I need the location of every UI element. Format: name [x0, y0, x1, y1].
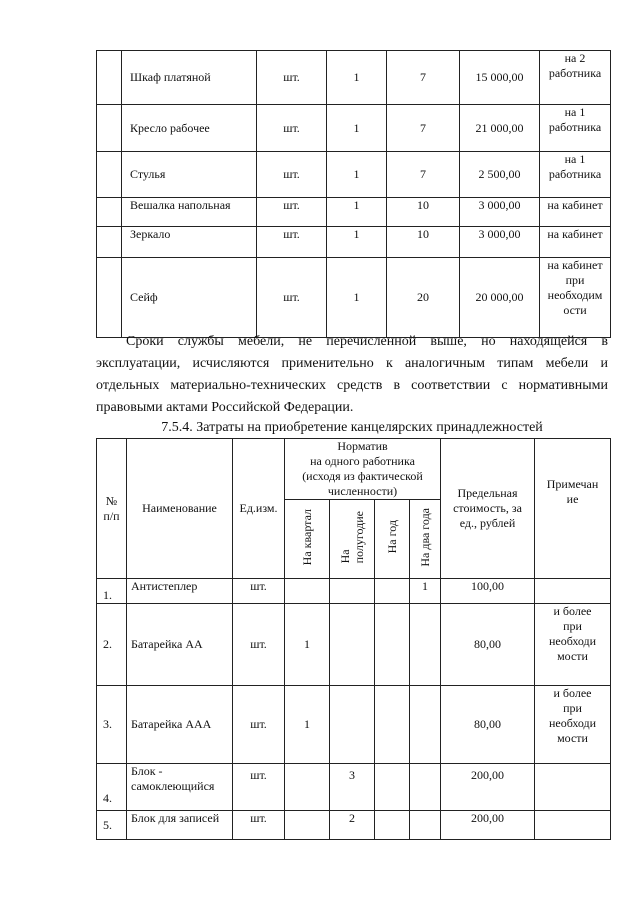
item-years: 7 [387, 152, 460, 198]
item-note: на 1 работника [540, 152, 611, 198]
item-note: на кабинет [540, 227, 611, 258]
item-unit: шт. [257, 198, 327, 227]
row-num: 3. [97, 686, 127, 764]
row-name: Батарейка ААА [127, 686, 233, 764]
item-qty: 1 [327, 258, 387, 338]
row-quarter: 1 [285, 604, 330, 686]
header-halfyear: На полугодие [330, 500, 375, 579]
item-unit: шт. [257, 51, 327, 105]
item-years: 7 [387, 105, 460, 152]
header-name: Наименование [127, 439, 233, 579]
row-note: и более при необходи мости [535, 604, 611, 686]
furniture-table-body [97, 51, 611, 338]
table-row [97, 764, 611, 811]
row-note [535, 764, 611, 811]
row-year [375, 764, 410, 811]
header-note: Примечан ие [535, 439, 611, 579]
row-note [535, 579, 611, 604]
row-name: Блок - самоклеющийся [127, 764, 233, 811]
table-row [97, 152, 611, 198]
table-row [97, 227, 611, 258]
row-quarter [285, 579, 330, 604]
row-halfyear [330, 686, 375, 764]
row-halfyear: 2 [330, 811, 375, 840]
header-num: № п/п [97, 439, 127, 579]
row-note: и более при необходи мости [535, 686, 611, 764]
row-name: Батарейка АА [127, 604, 233, 686]
row-price: 200,00 [441, 764, 535, 811]
item-name: Зеркало [122, 227, 257, 258]
row-num: 4. [97, 764, 127, 811]
item-qty: 1 [327, 105, 387, 152]
row-twoyears [410, 811, 441, 840]
table-row [97, 604, 611, 686]
item-note: на 2 работника [540, 51, 611, 105]
table-row [97, 811, 611, 840]
row-unit: шт. [233, 686, 285, 764]
stationery-table [96, 438, 611, 840]
row-num: 5. [97, 811, 127, 840]
row-unit: шт. [233, 811, 285, 840]
row-name: Антистеплер [127, 579, 233, 604]
row-twoyears [410, 686, 441, 764]
row-year [375, 811, 410, 840]
row-unit: шт. [233, 604, 285, 686]
item-note: на кабинет [540, 198, 611, 227]
item-note: на 1 работника [540, 105, 611, 152]
row-note [535, 811, 611, 840]
row-name: Блок для записей [127, 811, 233, 840]
row-quarter [285, 811, 330, 840]
row-quarter: 1 [285, 686, 330, 764]
item-years: 20 [387, 258, 460, 338]
item-name: Шкаф платяной [122, 51, 257, 105]
header-norm-group: Норматив на одного работника (исходя из фактической численности) [285, 439, 441, 500]
item-qty: 1 [327, 51, 387, 105]
table-row [97, 686, 611, 764]
table-row [97, 258, 611, 338]
item-name: Кресло рабочее [122, 105, 257, 152]
item-qty: 1 [327, 198, 387, 227]
row-halfyear: 3 [330, 764, 375, 811]
service-life-paragraph: Сроки службы мебели, не перечисленной выше, но находящейся в эксплуатации, исчисляются применительно к аналогичным типам мебели и отдельных материально-технических средств в соответствии с нормативными правовыми актами Российской Федерации. [96, 334, 608, 415]
item-note: на кабинет при необходим ости [540, 258, 611, 338]
row-twoyears [410, 764, 441, 811]
furniture-table [96, 50, 611, 338]
header-price: Предельная стоимость, за ед., рублей [441, 439, 535, 579]
item-qty: 1 [327, 227, 387, 258]
table-row [97, 198, 611, 227]
header-row [97, 439, 611, 500]
table-row [97, 579, 611, 604]
header-year: На год [375, 500, 410, 579]
header-unit: Ед.изм. [233, 439, 285, 579]
item-name: Вешалка напольная [122, 198, 257, 227]
item-years: 10 [387, 227, 460, 258]
item-years: 7 [387, 51, 460, 105]
row-price: 80,00 [441, 686, 535, 764]
item-price: 3 000,00 [460, 227, 540, 258]
item-price: 20 000,00 [460, 258, 540, 338]
table-row [97, 105, 611, 152]
row-year [375, 579, 410, 604]
row-halfyear [330, 579, 375, 604]
item-price: 2 500,00 [460, 152, 540, 198]
row-unit: шт. [233, 579, 285, 604]
row-price: 200,00 [441, 811, 535, 840]
row-quarter [285, 764, 330, 811]
section-heading: 7.5.4. Затраты на приобретение канцелярских принадлежностей [161, 420, 543, 435]
item-unit: шт. [257, 258, 327, 338]
header-quarter: На квартал [285, 500, 330, 579]
row-num: 2. [97, 604, 127, 686]
row-year [375, 686, 410, 764]
item-unit: шт. [257, 152, 327, 198]
row-price: 80,00 [441, 604, 535, 686]
item-price: 15 000,00 [460, 51, 540, 105]
header-twoyears: На два года [410, 500, 441, 579]
item-price: 3 000,00 [460, 198, 540, 227]
row-year [375, 604, 410, 686]
item-name: Стулья [122, 152, 257, 198]
item-price: 21 000,00 [460, 105, 540, 152]
row-price: 100,00 [441, 579, 535, 604]
row-twoyears: 1 [410, 579, 441, 604]
table-row [97, 51, 611, 105]
row-unit: шт. [233, 764, 285, 811]
item-unit: шт. [257, 227, 327, 258]
row-twoyears [410, 604, 441, 686]
row-halfyear [330, 604, 375, 686]
item-years: 10 [387, 198, 460, 227]
item-qty: 1 [327, 152, 387, 198]
row-num: 1. [97, 579, 127, 604]
item-unit: шт. [257, 105, 327, 152]
item-name: Сейф [122, 258, 257, 338]
